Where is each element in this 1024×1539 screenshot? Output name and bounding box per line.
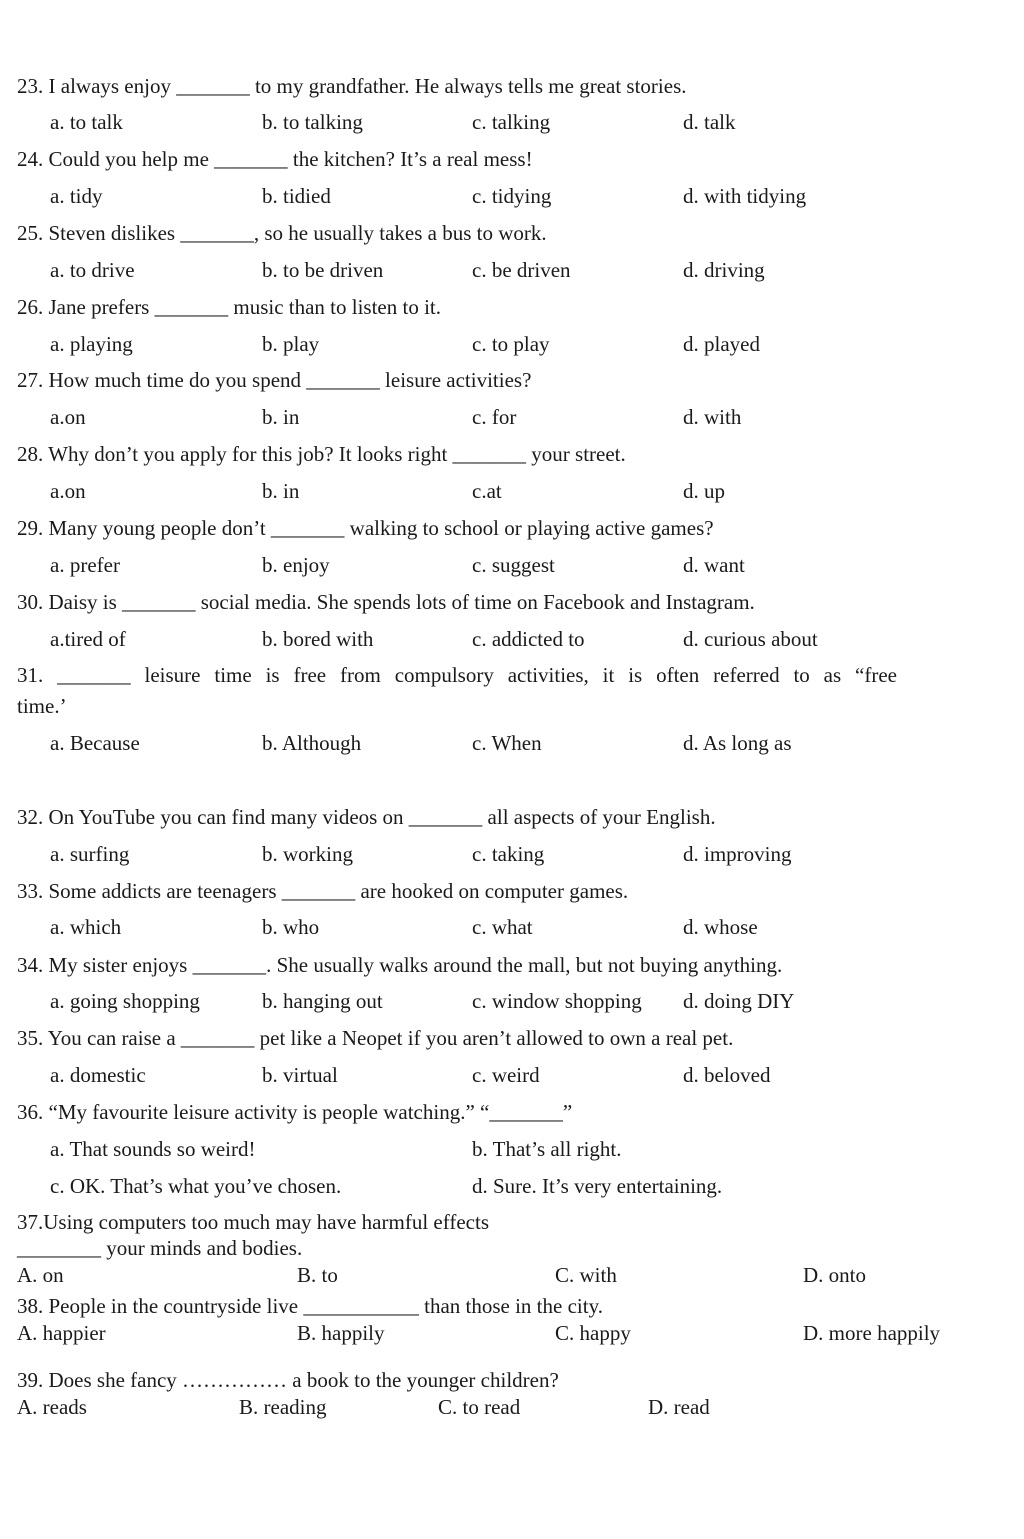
question-text: time.’ <box>17 694 67 718</box>
option-a[interactable]: a. to drive <box>50 258 135 282</box>
option-b[interactable]: b. to be driven <box>262 258 384 282</box>
option-c[interactable]: c. for <box>472 405 517 429</box>
question-text: Many young people don’t _______ walking to school or playing active games? <box>48 516 714 540</box>
question-text: You can raise a _______ pet like a Neopet if you aren’t allowed to own a real pet. <box>47 1026 734 1050</box>
question-28-stem <box>17 441 1007 467</box>
option-c[interactable]: c. to play <box>472 332 550 356</box>
question-number: 31. <box>17 663 44 687</box>
question-27-stem <box>17 367 1007 393</box>
option-d[interactable]: d. whose <box>683 915 758 939</box>
option-a[interactable]: a. to talk <box>50 110 123 134</box>
option-d[interactable]: d. with <box>683 405 742 429</box>
option-d[interactable]: D. read <box>648 1395 710 1419</box>
option-a[interactable]: a. Because <box>50 731 140 755</box>
option-a[interactable]: a.tired of <box>50 627 126 651</box>
question-number: 29. <box>17 516 44 540</box>
question-number: 30. <box>17 590 44 614</box>
option-a[interactable]: a. domestic <box>50 1063 146 1087</box>
question-number: 38. <box>17 1294 44 1318</box>
option-b[interactable]: b. bored with <box>262 627 374 651</box>
option-d[interactable]: d. up <box>683 479 725 503</box>
question-number: 25. <box>17 221 44 245</box>
option-d[interactable]: d. doing DIY <box>683 989 795 1013</box>
option-a[interactable]: a.on <box>50 479 86 503</box>
option-a[interactable]: A. reads <box>17 1395 87 1419</box>
question-30-stem <box>17 589 1007 615</box>
question-number: 35. <box>17 1026 44 1050</box>
option-b[interactable]: b. Although <box>262 731 362 755</box>
question-24-stem <box>17 146 1007 172</box>
question-37-stem-continued <box>17 1235 1007 1261</box>
question-text: I always enjoy _______ to my grandfather. He always tells me great stories. <box>48 74 687 98</box>
question-text: Using computers too much may have harmful effects <box>43 1210 489 1234</box>
option-d[interactable]: d. curious about <box>683 627 818 651</box>
question-33-stem <box>17 878 1007 904</box>
option-c[interactable]: c. be driven <box>472 258 571 282</box>
option-c[interactable]: c. window shopping <box>472 989 642 1013</box>
question-26-stem <box>17 294 1007 320</box>
question-number: 36. <box>17 1100 44 1124</box>
option-c[interactable]: c. weird <box>472 1063 540 1087</box>
question-number: 34. <box>17 953 44 977</box>
option-b[interactable]: b. enjoy <box>262 553 330 577</box>
question-text: How much time do you spend _______ leisure activities? <box>48 368 532 392</box>
option-c[interactable]: c. suggest <box>472 553 555 577</box>
question-number: 37. <box>17 1210 44 1234</box>
question-text: ________ your minds and bodies. <box>17 1236 303 1260</box>
option-d[interactable]: D. onto <box>803 1263 866 1287</box>
question-36-stem <box>17 1099 1007 1125</box>
option-b[interactable]: b. in <box>262 479 300 503</box>
option-d[interactable]: d. Sure. It’s very entertaining. <box>472 1174 723 1198</box>
question-34-stem <box>17 952 1007 978</box>
question-text: People in the countryside live ___________ than those in the city. <box>48 1294 603 1318</box>
option-d[interactable]: d. beloved <box>683 1063 771 1087</box>
question-text: Does she fancy …………… a book to the younger children? <box>48 1368 559 1392</box>
option-b[interactable]: B. happily <box>297 1321 385 1345</box>
question-text: _______ leisure time is free from compulsory activities, it is often referred to as “free <box>57 663 897 687</box>
option-d[interactable]: d. want <box>683 553 745 577</box>
option-b[interactable]: b. That’s all right. <box>472 1137 622 1161</box>
question-39-stem <box>17 1367 1007 1393</box>
question-35-stem <box>17 1025 1007 1051</box>
question-text: Daisy is _______ social media. She spends lots of time on Facebook and Instagram. <box>48 590 755 614</box>
option-c[interactable]: C. happy <box>555 1321 631 1345</box>
question-text: Steven dislikes _______, so he usually takes a bus to work. <box>48 221 547 245</box>
question-31-stem <box>17 662 897 688</box>
option-d[interactable]: D. more happily <box>803 1321 941 1345</box>
question-23-stem <box>17 73 1007 99</box>
option-b[interactable]: b. working <box>262 842 353 866</box>
option-c[interactable]: c. taking <box>472 842 545 866</box>
option-b[interactable]: b. play <box>262 332 320 356</box>
question-number: 32. <box>17 805 44 829</box>
option-a[interactable]: a. prefer <box>50 553 120 577</box>
question-number: 28. <box>17 442 44 466</box>
option-d[interactable]: d. improving <box>683 842 792 866</box>
option-a[interactable]: A. happier <box>17 1321 106 1345</box>
option-d[interactable]: d. played <box>683 332 760 356</box>
question-text: “My favourite leisure activity is people watching.” “_______” <box>48 1100 573 1124</box>
option-b[interactable]: B. to <box>297 1263 338 1287</box>
option-a[interactable]: a. which <box>50 915 122 939</box>
option-c[interactable]: C. with <box>555 1263 617 1287</box>
question-number: 24. <box>17 147 44 171</box>
question-text: My sister enjoys _______. She usually walks around the mall, but not buying anything. <box>48 953 783 977</box>
question-text: Jane prefers _______ music than to listen to it. <box>48 295 442 319</box>
option-c[interactable]: c. what <box>472 915 533 939</box>
option-c[interactable]: C. to read <box>438 1395 521 1419</box>
question-number: 23. <box>17 74 44 98</box>
question-text: Why don’t you apply for this job? It looks right _______ your street. <box>48 442 626 466</box>
question-32-stem <box>17 804 1007 830</box>
option-c[interactable]: c.at <box>472 479 502 503</box>
question-37-stem <box>17 1209 1007 1235</box>
option-b[interactable]: b. who <box>262 915 320 939</box>
option-d[interactable]: d. talk <box>683 110 736 134</box>
question-text: Could you help me _______ the kitchen? It’s a real mess! <box>48 147 533 171</box>
question-29-stem <box>17 515 1007 541</box>
option-b[interactable]: b. to talking <box>262 110 363 134</box>
option-c[interactable]: c. OK. That’s what you’ve chosen. <box>50 1174 342 1198</box>
option-a[interactable]: a. surfing <box>50 842 130 866</box>
option-b[interactable]: b. virtual <box>262 1063 338 1087</box>
option-a[interactable]: a. playing <box>50 332 133 356</box>
question-number: 27. <box>17 368 44 392</box>
question-38-stem <box>17 1293 1007 1319</box>
question-31-stem-continued <box>17 693 1007 719</box>
option-d[interactable]: d. As long as <box>683 731 792 755</box>
option-a[interactable]: A. on <box>17 1263 64 1287</box>
option-a[interactable]: a. going shopping <box>50 989 200 1013</box>
question-number: 33. <box>17 879 44 903</box>
question-number: 26. <box>17 295 44 319</box>
option-b[interactable]: b. tidied <box>262 184 331 208</box>
question-25-stem <box>17 220 1007 246</box>
option-a[interactable]: a. That sounds so weird! <box>50 1137 256 1161</box>
option-c[interactable]: c. addicted to <box>472 627 585 651</box>
option-a[interactable]: a.on <box>50 405 86 429</box>
option-b[interactable]: b. in <box>262 405 300 429</box>
option-c[interactable]: c. When <box>472 731 542 755</box>
question-number: 39. <box>17 1368 44 1392</box>
question-text: On YouTube you can find many videos on _______ all aspects of your English. <box>48 805 716 829</box>
option-b[interactable]: B. reading <box>239 1395 327 1419</box>
option-a[interactable]: a. tidy <box>50 184 103 208</box>
option-d[interactable]: d. driving <box>683 258 765 282</box>
option-d[interactable]: d. with tidying <box>683 184 807 208</box>
question-text: Some addicts are teenagers _______ are hooked on computer games. <box>48 879 629 903</box>
option-b[interactable]: b. hanging out <box>262 989 383 1013</box>
option-c[interactable]: c. tidying <box>472 184 552 208</box>
option-c[interactable]: c. talking <box>472 110 551 134</box>
